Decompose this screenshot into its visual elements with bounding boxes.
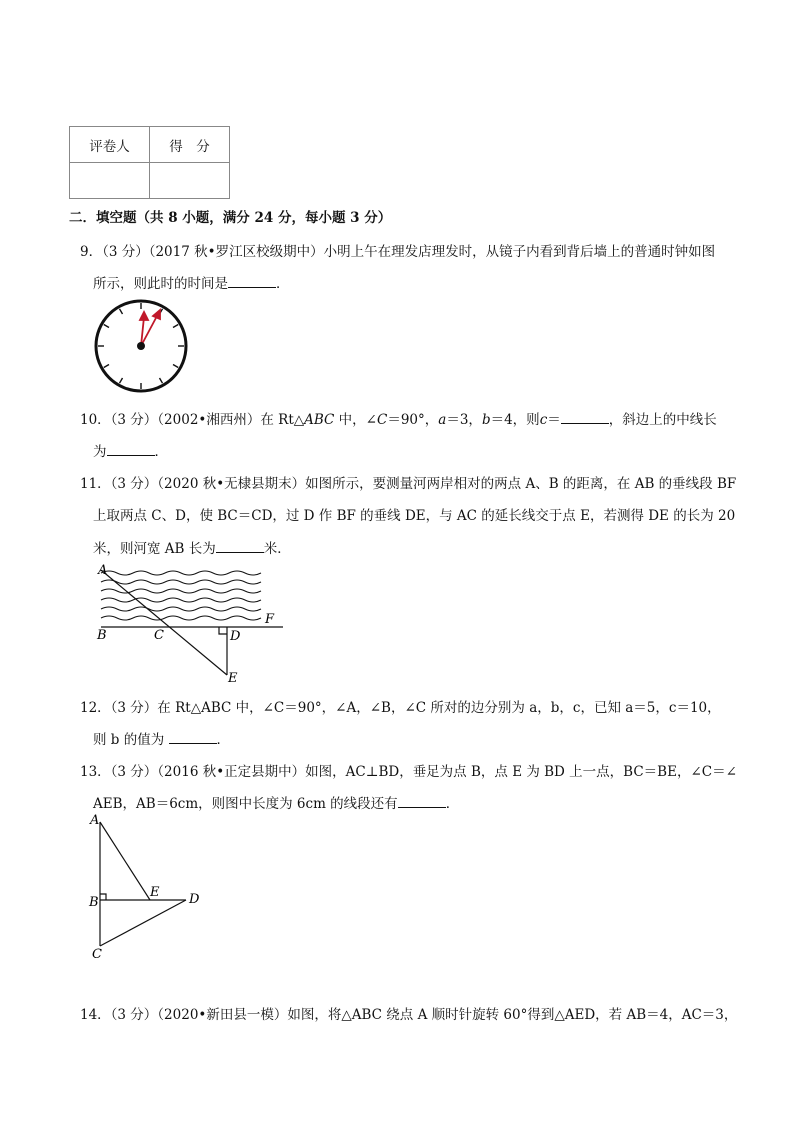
score-header: 得 分 bbox=[150, 127, 230, 163]
grader-cell bbox=[70, 163, 150, 199]
label-E: E bbox=[228, 671, 238, 686]
river-waves bbox=[101, 571, 261, 620]
q11-line3: 米，则河宽 AB 长为 米． bbox=[93, 537, 291, 557]
grading-table bbox=[69, 126, 230, 199]
label-A: A bbox=[98, 563, 108, 578]
triangle-lines bbox=[100, 822, 186, 946]
q12-answer-blank bbox=[169, 729, 217, 744]
q9-line1: 9．（3 分）（2017 秋•罗江区校级期中）小明上午在理发店理发时，从镜子内看到背后墙上的普通时钟如图 bbox=[80, 244, 716, 260]
section-title: 二．填空题（共 8 小题，满分 24 分，每小题 3 分） bbox=[69, 210, 392, 226]
label-D: D bbox=[189, 892, 200, 907]
q12-line1: 12．（3 分）在 Rt△ABC 中，∠C＝90°，∠A，∠B，∠C 所对的边分别为 a，b，c，已知 a＝5，c＝10， bbox=[80, 700, 721, 716]
q11-line2: 上取两点 C、D，使 BC＝CD，过 D 作 BF 的垂线 DE，与 AC 的延长线交于点 E，若测得 DE 的长为 20 bbox=[93, 508, 736, 524]
river-lines bbox=[101, 570, 283, 675]
q13-answer-blank bbox=[398, 793, 446, 808]
q11-line1: 11．（3 分）（2020 秋•无棣县期末）如图所示，要测量河两岸相对的两点 A、B 的距离，在 AB 的垂线段 BF bbox=[80, 476, 737, 492]
q12-line2: 则 b 的值为 ． bbox=[93, 728, 230, 748]
triangle-figure bbox=[88, 810, 208, 960]
label-C: C bbox=[154, 628, 164, 643]
label-A: A bbox=[90, 813, 100, 828]
label-F: F bbox=[265, 612, 275, 627]
q9-line2-end: ． bbox=[276, 276, 290, 292]
clock-figure bbox=[93, 298, 189, 394]
label-B: B bbox=[97, 628, 107, 643]
label-B: B bbox=[89, 895, 99, 910]
grader-header: 评卷人 bbox=[70, 127, 150, 163]
label-E: E bbox=[150, 885, 160, 900]
q9-line2 bbox=[93, 272, 290, 292]
q10-line2: 为 ． bbox=[93, 440, 168, 460]
q9-line2-text: 所示，则此时的时间是 bbox=[93, 276, 228, 292]
river-figure bbox=[93, 560, 293, 686]
clock-center bbox=[137, 342, 145, 350]
q14-line1: 14．（3 分）（2020•新田县一模）如图，将△ABC 绕点 A 顺时针旋转 60°得到△AED，若 AB＝4，AC＝3， bbox=[80, 1007, 738, 1023]
q13-line1: 13．（3 分）（2016 秋•正定县期中）如图，AC⊥BD，垂足为点 B，点 E 为 BD 上一点，BC＝BE，∠C＝∠ bbox=[80, 764, 737, 780]
q11-answer-blank bbox=[216, 538, 264, 553]
q13-line2: AEB，AB＝6cm，则图中长度为 6cm 的线段还有 ． bbox=[93, 792, 459, 812]
q9-answer-blank bbox=[228, 273, 276, 288]
score-cell bbox=[150, 163, 230, 199]
q10-line1: 10．（3 分）（2002•湘西州）在 Rt△ABC 中，∠C＝90°，a＝3，b＝4，则c＝ ，斜边上的中线长 bbox=[80, 408, 717, 428]
label-C: C bbox=[92, 947, 102, 960]
q10-answer-blank-1 bbox=[561, 409, 609, 424]
label-D: D bbox=[230, 629, 241, 644]
q10-answer-blank-2 bbox=[107, 441, 155, 456]
